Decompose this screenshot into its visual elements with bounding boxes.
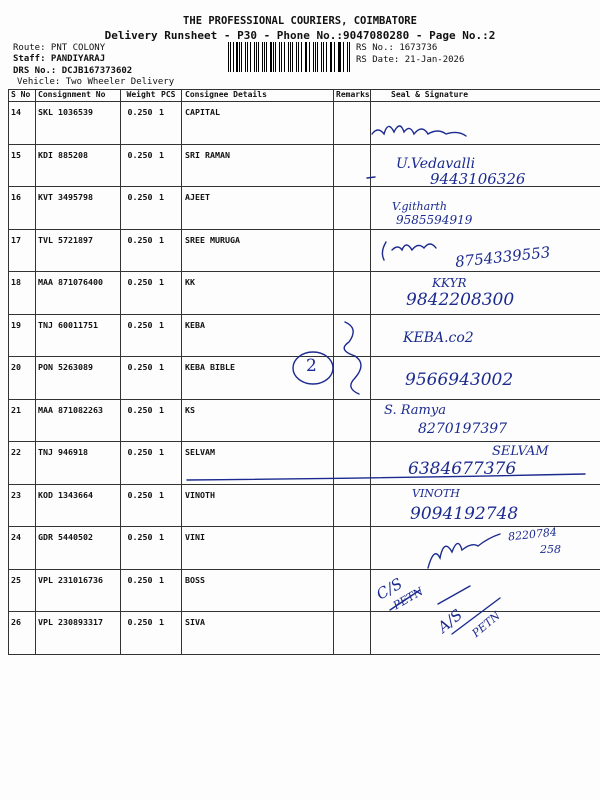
hw-r23-name: VINOTH bbox=[412, 487, 460, 500]
hw-r18-phone: 9842208300 bbox=[406, 290, 515, 310]
row-weight-text: 0.250 bbox=[127, 277, 153, 287]
row-consignment-text: MAA 871082263 bbox=[38, 404, 103, 415]
hw-r21-name: S. Ramya bbox=[384, 403, 446, 418]
row-weight-text: 0.250 bbox=[127, 617, 153, 627]
row-sno-text: 20 bbox=[11, 362, 21, 372]
row-weight-text: 0.250 bbox=[127, 149, 153, 160]
row-pcs-text: 1 bbox=[159, 574, 164, 585]
row-consignment-text: VPL 230893317 bbox=[38, 617, 103, 627]
row-consignee-text: KEBA BIBLE bbox=[185, 362, 235, 372]
hw-r17-phone: 8754339553 bbox=[454, 243, 552, 271]
row-consignment-text: VPL 231016736 bbox=[38, 574, 103, 585]
hw-r26-note: A/S bbox=[434, 605, 466, 637]
row-sno-text: 18 bbox=[11, 277, 21, 287]
rs-date: RS Date: 21-Jan-2026 bbox=[356, 55, 465, 65]
row-sno-text: 23 bbox=[11, 489, 21, 500]
col-sno: S No bbox=[9, 90, 36, 102]
signature-row-17 bbox=[382, 242, 436, 260]
row-weight-text: 0.250 bbox=[127, 234, 153, 245]
hw-r22-phone: 6384677376 bbox=[408, 459, 517, 479]
signature-row-24 bbox=[428, 534, 500, 568]
row-pcs-text: 1 bbox=[159, 532, 164, 542]
drs-label: DRS No.: DCJB167373602 bbox=[13, 66, 133, 76]
staff-label: Staff: PANDIYARAJ bbox=[13, 54, 106, 64]
hw-r24-num2: 258 bbox=[540, 543, 561, 556]
row-pcs-text: 1 bbox=[159, 234, 164, 245]
row-weight-text: 0.250 bbox=[127, 404, 153, 415]
hw-r15-phone: 9443106326 bbox=[430, 170, 526, 188]
row-consignment-text: KOD 1343664 bbox=[38, 489, 93, 500]
hw-r26-note2: PETN bbox=[469, 609, 503, 640]
hw-r16-phone: 9585594919 bbox=[396, 213, 473, 227]
row-pcs-text: 1 bbox=[159, 617, 164, 627]
row-consignment-text: KDI 885208 bbox=[38, 149, 88, 160]
row-sno-text: 19 bbox=[11, 319, 21, 330]
hw-r22-name: SELVAM bbox=[492, 444, 549, 459]
hw-r15-name: U.Vedavalli bbox=[396, 156, 476, 172]
vehicle-label: Vehicle: Two Wheeler Delivery bbox=[17, 77, 175, 87]
row-sno-text: 22 bbox=[11, 447, 21, 457]
row-sno-text: 26 bbox=[11, 617, 21, 627]
row-pcs-text: 1 bbox=[159, 319, 164, 330]
row-weight-text: 0.250 bbox=[127, 574, 153, 585]
row-consignee-text: KK bbox=[185, 277, 195, 287]
hw-r20-mark: 2 bbox=[306, 356, 317, 376]
row-weight-text: 0.250 bbox=[127, 319, 153, 330]
row-consignment-text: PON 5263089 bbox=[38, 362, 93, 372]
row-consignee-text: CAPITAL bbox=[185, 107, 220, 117]
hw-r16-name: V.githarth bbox=[392, 200, 447, 213]
row-consignment-text: TNJ 60011751 bbox=[38, 319, 98, 330]
row-consignee-text: SRI RAMAN bbox=[185, 149, 230, 160]
brace-mark-row-19-20 bbox=[344, 322, 361, 394]
row-weight-text: 0.250 bbox=[127, 107, 153, 117]
row-sno-text: 25 bbox=[11, 574, 21, 585]
hw-r21-phone: 8270197397 bbox=[418, 421, 508, 437]
row-pcs-text: 1 bbox=[159, 192, 164, 202]
hw-r24-num1: 8220784 bbox=[507, 525, 558, 544]
hw-r20-phone: 9566943002 bbox=[405, 370, 514, 390]
hw-r18-name: KKYR bbox=[432, 276, 467, 290]
hw-r25-note: C/S bbox=[373, 574, 406, 604]
col-remarks: Remarks bbox=[334, 90, 371, 102]
company-title: THE PROFESSIONAL COURIERS, COIMBATORE bbox=[183, 15, 417, 27]
row-weight-text: 0.250 bbox=[127, 192, 153, 202]
row-pcs-text: 1 bbox=[159, 362, 164, 372]
row-weight-text: 0.250 bbox=[127, 362, 153, 372]
row-pcs-text: 1 bbox=[159, 149, 164, 160]
row-sno-text: 16 bbox=[11, 192, 21, 202]
col-pcs: PCS bbox=[159, 90, 182, 102]
hw-r23-phone: 9094192748 bbox=[410, 504, 519, 524]
row-pcs-text: 1 bbox=[159, 447, 164, 457]
row-consignee-text: SELVAM bbox=[185, 447, 215, 457]
row-pcs-text: 1 bbox=[159, 277, 164, 287]
hw-r25-note2: PETN bbox=[390, 584, 426, 613]
row-weight-text: 0.250 bbox=[127, 447, 153, 457]
signature-row-14 bbox=[372, 126, 466, 136]
col-weight: Weight bbox=[121, 90, 160, 102]
hw-r19-name: KEBA.co2 bbox=[403, 330, 474, 346]
col-consignee: Consignee Details bbox=[182, 90, 334, 102]
row-consignment-text: TNJ 946918 bbox=[38, 447, 88, 457]
row-consignee-text: KEBA bbox=[185, 319, 205, 330]
row-consignee-text: VINOTH bbox=[185, 489, 215, 500]
row-consignment-text: GDR 5440502 bbox=[38, 532, 93, 542]
row-sno-text: 14 bbox=[11, 107, 21, 117]
row-consignment-text: KVT 3495798 bbox=[38, 192, 93, 202]
row-pcs-text: 1 bbox=[159, 107, 164, 117]
row-sno-text: 24 bbox=[11, 532, 21, 542]
row-pcs-text: 1 bbox=[159, 489, 164, 500]
strike-line-row-22 bbox=[187, 474, 585, 480]
route-label: Route: PNT COLONY bbox=[13, 43, 106, 53]
row-consignee-text: SREE MURUGA bbox=[185, 234, 240, 245]
runsheet-subtitle: Delivery Runsheet - P30 - Phone No.:9047080280 - Page No.:2 bbox=[104, 29, 496, 42]
row-consignee-text: BOSS bbox=[185, 574, 205, 585]
row-consignment-text: SKL 1036539 bbox=[38, 107, 93, 117]
row-consignee-text: KS bbox=[185, 404, 195, 415]
row-consignee-text: AJEET bbox=[185, 192, 210, 202]
col-seal: Seal & Signature bbox=[371, 90, 600, 102]
row-sno-text: 15 bbox=[11, 149, 21, 160]
col-consignment: Consignment No bbox=[36, 90, 121, 102]
row-weight-text: 0.250 bbox=[127, 489, 153, 500]
row-consignee-text: VINI bbox=[185, 532, 205, 542]
row-weight-text: 0.250 bbox=[127, 532, 153, 542]
row-sno-text: 17 bbox=[11, 234, 21, 245]
row-consignment-text: MAA 871076400 bbox=[38, 277, 103, 287]
row-pcs-text: 1 bbox=[159, 404, 164, 415]
row-consignment-text: TVL 5721897 bbox=[38, 234, 93, 245]
rs-number: RS No.: 1673736 bbox=[356, 43, 438, 53]
row-sno-text: 21 bbox=[11, 404, 21, 415]
row-consignee-text: SIVA bbox=[185, 617, 205, 627]
